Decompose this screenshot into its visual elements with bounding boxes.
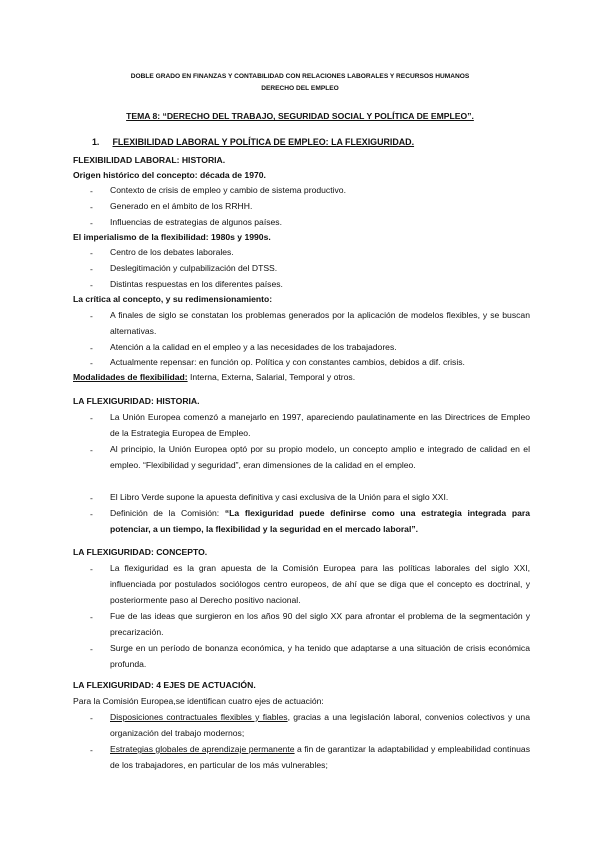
list-item: Fue de las ideas que surgieron en los años 90 del siglo XX para afrontar el problema de la segmentación y precarización.	[110, 611, 530, 637]
header-degree: DOBLE GRADO EN FINANZAS Y CONTABILIDAD CON RELACIONES LABORALES Y RECURSOS HUMANOS	[130, 73, 470, 80]
section-title: FLEXIBILIDAD LABORAL Y POLÍTICA DE EMPLEO: LA FLEXIGURIDAD.	[112, 137, 415, 147]
section-number: 1.	[92, 137, 100, 147]
list-item: Distintas respuestas en los diferentes países.	[110, 279, 283, 289]
list-item: La flexiguridad es la gran apuesta de la Comisión Europea para las políticas laborales del siglo XXI, influenciada por postulados sociólogos centro europeos, de ahí que se diga que el concepto es doctrinal, y posteriormente paso al Derecho positivo nacional.	[110, 563, 530, 605]
list-item-eje	[110, 709, 530, 741]
bullet: -	[90, 445, 93, 455]
definition-prefix: Definición de la Comisión:	[110, 508, 225, 518]
modalidades-line	[73, 372, 355, 382]
flexi-ejes-intro: Para la Comisión Europea,se identifican cuatro ejes de actuación:	[73, 696, 324, 706]
definition-quote: “La flexiguridad puede definirse como una estrategia integrada para potenciar, a un tiempo, la flexibilidad y la seguridad en el mercado laboral”.	[110, 508, 531, 534]
list-item: Surge en un período de bonanza económica, y ha tenido que adaptarse a una situación de crisis económica profunda.	[110, 643, 530, 669]
bullet: -	[90, 311, 93, 321]
eje-title: Disposiciones contractuales flexibles y fiables	[110, 712, 288, 722]
imperialismo-heading: El imperialismo de la flexibilidad: 1980s y 1990s.	[73, 232, 271, 242]
modalidades-label: Modalidades de flexibilidad:	[73, 372, 188, 382]
bullet: -	[90, 493, 93, 503]
bullet: -	[90, 509, 93, 519]
origen-heading: Origen histórico del concepto: década de 1970.	[73, 170, 266, 180]
modalidades-text: Interna, Externa, Salarial, Temporal y otros.	[187, 372, 356, 382]
header-course: DERECHO DEL EMPLEO	[261, 85, 339, 92]
bullet: -	[90, 202, 93, 212]
bullet: -	[90, 713, 93, 723]
bullet: -	[90, 564, 93, 574]
bullet: -	[90, 248, 93, 258]
bullet: -	[90, 413, 93, 423]
eje-title: Estrategias globales de aprendizaje permanente	[110, 744, 295, 754]
bullet: -	[90, 358, 93, 368]
bullet: -	[90, 612, 93, 622]
critica-heading: La crítica al concepto, y su redimensionamiento:	[73, 294, 273, 304]
topic-title: TEMA 8: “DERECHO DEL TRABAJO, SEGURIDAD SOCIAL Y POLÍTICA DE EMPLEO”.	[126, 111, 474, 121]
list-item: A finales de siglo se constatan los problemas generados por la aplicación de modelos flexibles, y se buscan alternativas.	[110, 310, 530, 336]
list-item-eje	[110, 741, 530, 773]
list-item: Contexto de crisis de empleo y cambio de sistema productivo.	[110, 185, 346, 195]
list-item: Influencias de estrategias de algunos países.	[110, 217, 282, 227]
list-item: Actualmente repensar: en función op. Política y con constantes cambios, debidos a dif. crisis.	[110, 357, 465, 367]
bullet: -	[90, 280, 93, 290]
document-header	[0, 71, 600, 95]
bullet: -	[90, 745, 93, 755]
bullet: -	[90, 343, 93, 353]
list-item: Atención a la calidad en el empleo y a las necesidades de los trabajadores.	[110, 342, 397, 352]
eje-text: a fin de garantizar la adaptabilidad y empleabilidad continuas de los trabajadores, en particular de los más vulnerables;	[110, 744, 530, 770]
list-item: Centro de los debates laborales.	[110, 247, 234, 257]
flex-historia-heading: FLEXIBILIDAD LABORAL: HISTORIA.	[73, 155, 226, 165]
list-item-definition	[110, 505, 530, 537]
bullet: -	[90, 644, 93, 654]
bullet: -	[90, 186, 93, 196]
bullet: -	[90, 264, 93, 274]
flexi-historia-heading: LA FLEXIGURIDAD: HISTORIA.	[73, 396, 200, 406]
list-item: Generado en el ámbito de los RRHH.	[110, 201, 253, 211]
bullet: -	[90, 218, 93, 228]
eje-text: , gracias a una legislación laboral, convenios colectivos y una organización del trabajo modernos;	[110, 712, 530, 738]
list-item: La Unión Europea comenzó a manejarlo en 1997, apareciendo paulatinamente en las Directrices de Empleo de la Estrategia Europea de Empleo.	[110, 412, 530, 438]
flexi-ejes-heading: LA FLEXIGURIDAD: 4 EJES DE ACTUACIÓN.	[73, 680, 256, 690]
section-1-heading	[92, 137, 414, 147]
flexi-concepto-heading: LA FLEXIGURIDAD: CONCEPTO.	[73, 547, 208, 557]
list-item: Al principio, la Unión Europea optó por su propio modelo, un concepto amplio e integrado de calidad en el empleo. “Flexibilidad y seguridad”, eran dimensiones de la calidad en el empleo.	[110, 444, 530, 470]
list-item: El Libro Verde supone la apuesta definitiva y casi exclusiva de la Unión para el siglo XXI.	[110, 492, 449, 502]
list-item: Deslegitimación y culpabilización del DTSS.	[110, 263, 278, 273]
